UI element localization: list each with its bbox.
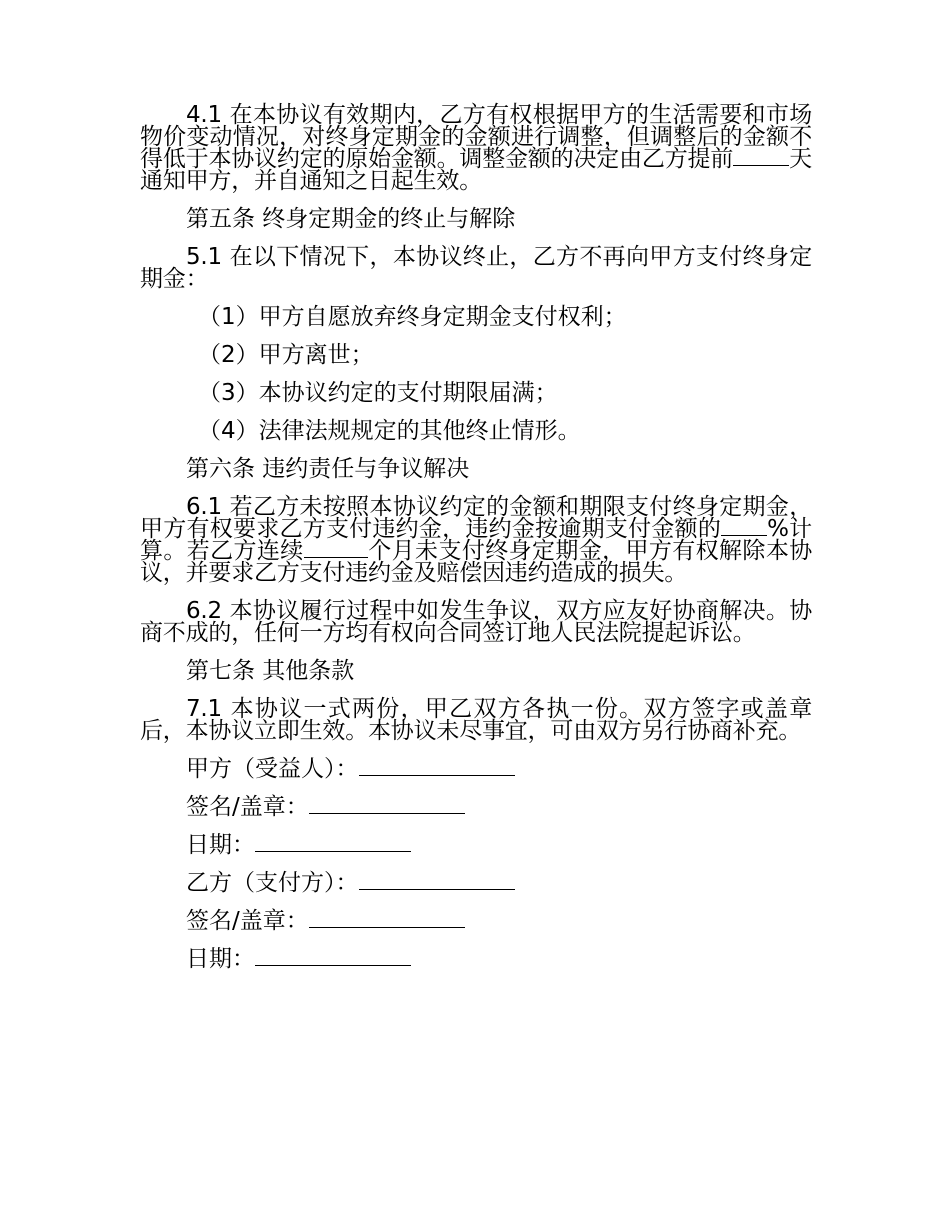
- party-b-date-line: [186, 948, 812, 970]
- termination-item-4: （4）法律法规规定的其他终止情形。: [198, 418, 581, 444]
- party-b-blank: [359, 888, 515, 890]
- clause-4-1: [140, 104, 812, 192]
- clause-6-1-text-c: 个月未支付终身定期金，甲方有权解除本协议，并要求乙方支付违约金及赔偿因违约造成的损失。: [140, 538, 813, 586]
- overdue-months-blank: [304, 556, 368, 558]
- party-a-sign-line: [186, 796, 812, 818]
- party-a-sign-blank: [309, 812, 465, 814]
- document-body: [140, 104, 812, 986]
- article-7-heading: 第七条 其他条款: [186, 658, 355, 684]
- clause-6-1: [140, 496, 812, 584]
- party-a-date-line: [186, 834, 812, 856]
- termination-item-1: （1）甲方自愿放弃终身定期金支付权利；: [198, 304, 627, 330]
- party-b-sign-line: [186, 910, 812, 932]
- party-a-date-blank: [255, 850, 411, 852]
- clause-6-1-text-a: 6.1 若乙方未按照本协议约定的金额和期限支付终身定期金，甲方有权要求乙方支付违约金，违约金按逾期支付金额的: [140, 494, 812, 542]
- party-b-sign-blank: [309, 926, 465, 928]
- clause-5-1: 5.1 在以下情况下，本协议终止，乙方不再向甲方支付终身定期金：: [140, 244, 812, 292]
- party-b-sign-label: 签名/盖章：: [186, 908, 309, 934]
- party-a-sign-label: 签名/盖章：: [186, 794, 309, 820]
- clause-4-1-text: 4.1 在本协议有效期内，乙方有权根据甲方的生活需要和市场物价变动情况，对终身定期金的金额进行调整，但调整后的金额不得低于本协议约定的原始金额。调整金额的决定由乙方提前: [140, 102, 812, 172]
- party-b-label: 乙方（支付方）：: [186, 870, 359, 896]
- clause-6-2: 6.2 本协议履行过程中如发生争议，双方应友好协商解决。协商不成的，任何一方均有权向合同签订地人民法院提起诉讼。: [140, 598, 812, 646]
- party-b-date-blank: [255, 964, 411, 966]
- article-6-heading: 第六条 违约责任与争议解决: [186, 456, 470, 482]
- termination-item-3: （3）本协议约定的支付期限届满；: [198, 380, 558, 406]
- party-a-blank: [359, 774, 515, 776]
- termination-item-2: （2）甲方离世；: [198, 342, 374, 368]
- clause-4-1-tail: 天通知甲方，并自通知之日起生效。: [140, 146, 812, 194]
- penalty-percent-blank: [721, 534, 767, 536]
- party-a-signature-line: [186, 758, 812, 780]
- party-b-date-label: 日期：: [186, 946, 255, 972]
- clause-7-1: 7.1 本协议一式两份，甲乙双方各执一份。双方签字或盖章后，本协议立即生效。本协议未尽事宜，可由双方另行协商补充。: [140, 696, 812, 744]
- notice-days-blank: [733, 164, 789, 166]
- clause-6-1-text-b: %计算。若乙方连续: [140, 516, 812, 564]
- article-5-heading: 第五条 终身定期金的终止与解除: [186, 206, 516, 232]
- party-b-signature-line: [186, 872, 812, 894]
- party-a-date-label: 日期：: [186, 832, 255, 858]
- party-a-label: 甲方（受益人）：: [186, 756, 359, 782]
